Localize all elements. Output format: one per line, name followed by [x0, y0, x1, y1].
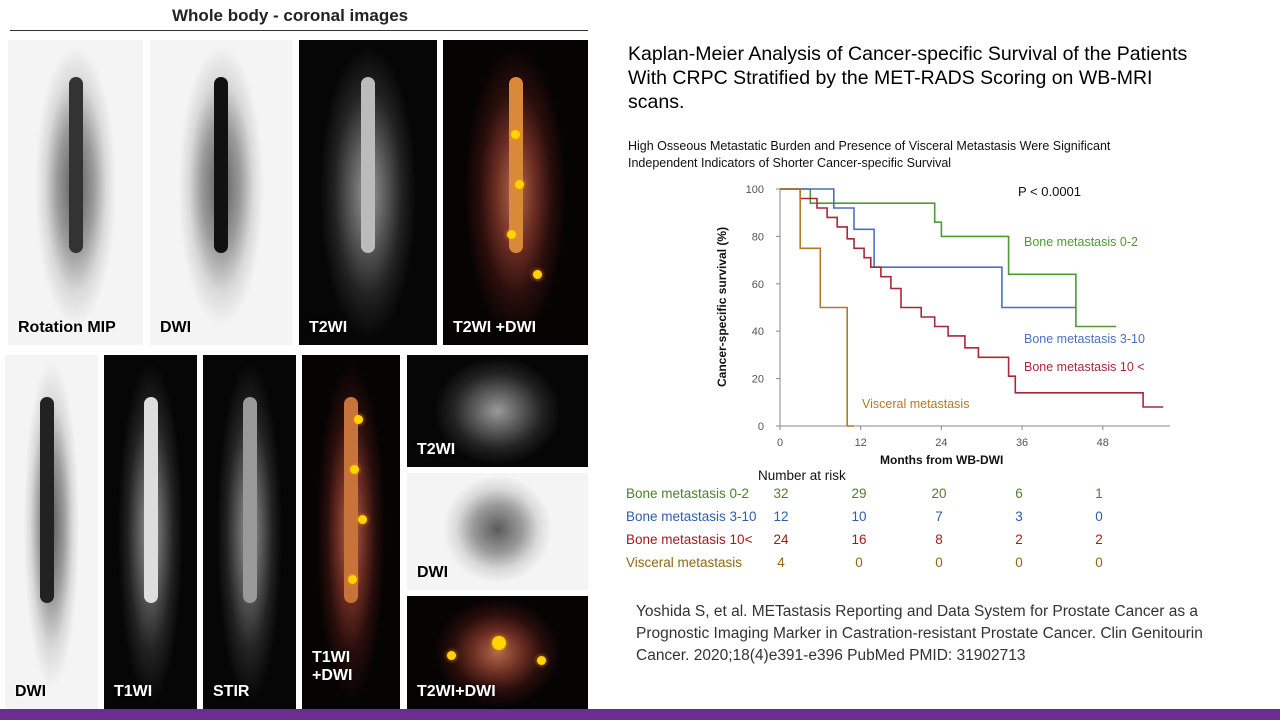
risk-value: 0: [1095, 555, 1103, 570]
y-axis-label: Cancer-specific survival (%): [715, 226, 729, 387]
figure-header: Whole body - coronal images: [172, 6, 409, 25]
citation-text: Yoshida S, et al. METastasis Reporting and Data System for Prostate Cancer as a Prognostic Imaging Marker in Castration-resistant Prostate Cancer. Clin Genitourin Cancer. 2020;18(4)e391-e396 PubMed PMID: 31902713: [636, 603, 1203, 664]
risk-value: 6: [1015, 486, 1023, 501]
risk-value: 2: [1015, 532, 1023, 547]
series-label-bone-3-10: Bone metastasis 3-10: [1024, 332, 1145, 346]
panel-label: T1WI: [114, 683, 153, 700]
risk-value: 7: [935, 509, 943, 524]
panel-label: DWI: [417, 564, 449, 581]
km-chart: [700, 175, 1220, 465]
risk-value: 24: [773, 532, 789, 547]
mri-panel-dwi-sagittal: [5, 355, 98, 709]
risk-row-name: Visceral metastasis: [626, 555, 743, 570]
risk-value: 32: [773, 486, 789, 501]
risk-value: 29: [851, 486, 867, 501]
y-tick-label: 20: [751, 373, 764, 386]
risk-value: 12: [773, 509, 789, 524]
risk-table-title: Number at risk: [758, 468, 846, 483]
y-tick-label: 0: [757, 421, 764, 433]
y-tick-label: 100: [745, 184, 764, 196]
series-label-bone-10plus: Bone metastasis 10 <: [1024, 360, 1145, 374]
mri-panel-t2wi-dwi-coronal: [443, 40, 588, 345]
x-tick-label: 36: [1015, 437, 1029, 449]
risk-row-name: Bone metastasis 0-2: [626, 486, 750, 501]
panel-label: DWI: [160, 319, 192, 336]
series-label-bone-0-2: Bone metastasis 0-2: [1024, 235, 1138, 249]
panel-label: T2WI+DWI: [417, 683, 496, 700]
risk-value: 16: [851, 532, 867, 547]
series-label-visceral: Visceral metastasis: [862, 397, 970, 411]
x-tick-label: 0: [776, 437, 784, 449]
x-axis-label: Months from WB-DWI: [880, 453, 1004, 467]
panel-label: Rotation MIP: [18, 319, 116, 336]
mri-panel-rotation-mip: [8, 40, 143, 345]
panel-label: T2WI: [309, 319, 348, 336]
panel-label: STIR: [213, 683, 250, 700]
x-tick-label: 48: [1096, 437, 1109, 449]
km-line-bone-10plus: [780, 189, 1163, 407]
slide-subtitle: High Osseous Metastatic Burden and Presence of Visceral Metastasis Were Significant Independent Indicators of Shorter Cancer-specific Survival: [628, 139, 1111, 170]
risk-value: 0: [855, 555, 863, 570]
risk-value: 10: [851, 509, 867, 524]
header-rule: [10, 30, 588, 31]
mri-panel-t2wi-dwi-axial: [407, 596, 588, 709]
mri-panel-t2wi-axial: [407, 355, 588, 467]
risk-value: 0: [1095, 509, 1103, 524]
mri-panel-dwi-axial: [407, 473, 588, 590]
panel-label: T1WI +DWI: [312, 649, 353, 684]
p-value-annotation: P < 0.0001: [1018, 184, 1082, 199]
risk-row-name: Bone metastasis 3-10: [626, 509, 757, 524]
x-tick-label: 12: [854, 437, 867, 449]
km-line-visceral: [780, 189, 854, 426]
risk-value: 2: [1095, 532, 1103, 547]
risk-value: 3: [1015, 509, 1023, 524]
mri-panel-t1wi-sagittal: [104, 355, 197, 709]
risk-value: 0: [935, 555, 943, 570]
panel-label: T2WI +DWI: [453, 319, 537, 336]
y-tick-label: 60: [751, 278, 764, 291]
x-tick-label: 24: [935, 437, 948, 449]
risk-value: 20: [931, 486, 947, 501]
risk-row-name: Bone metastasis 10<: [626, 532, 753, 547]
mri-panel-t1wi-dwi-sagittal: [302, 355, 400, 709]
panel-label: DWI: [15, 683, 47, 700]
panel-label: T2WI: [417, 441, 456, 458]
footer-bar: [0, 709, 1280, 720]
y-tick-label: 40: [751, 326, 764, 339]
risk-value: 0: [1015, 555, 1023, 570]
risk-value: 8: [935, 532, 943, 547]
slide-title: Kaplan-Meier Analysis of Cancer-specific Survival of the Patients With CRPC Stratified by the MET-RADS Scoring on WB-MRI scans.: [628, 43, 1188, 113]
mri-panel-stir-sagittal: [203, 355, 296, 709]
y-tick-label: 80: [751, 231, 764, 244]
risk-value: 1: [1095, 486, 1103, 501]
risk-value: 4: [777, 555, 785, 570]
mri-panel-t2wi-coronal: [299, 40, 437, 345]
mri-panel-dwi-coronal: [150, 40, 292, 345]
km-line-bone-0-2: [780, 189, 1116, 327]
